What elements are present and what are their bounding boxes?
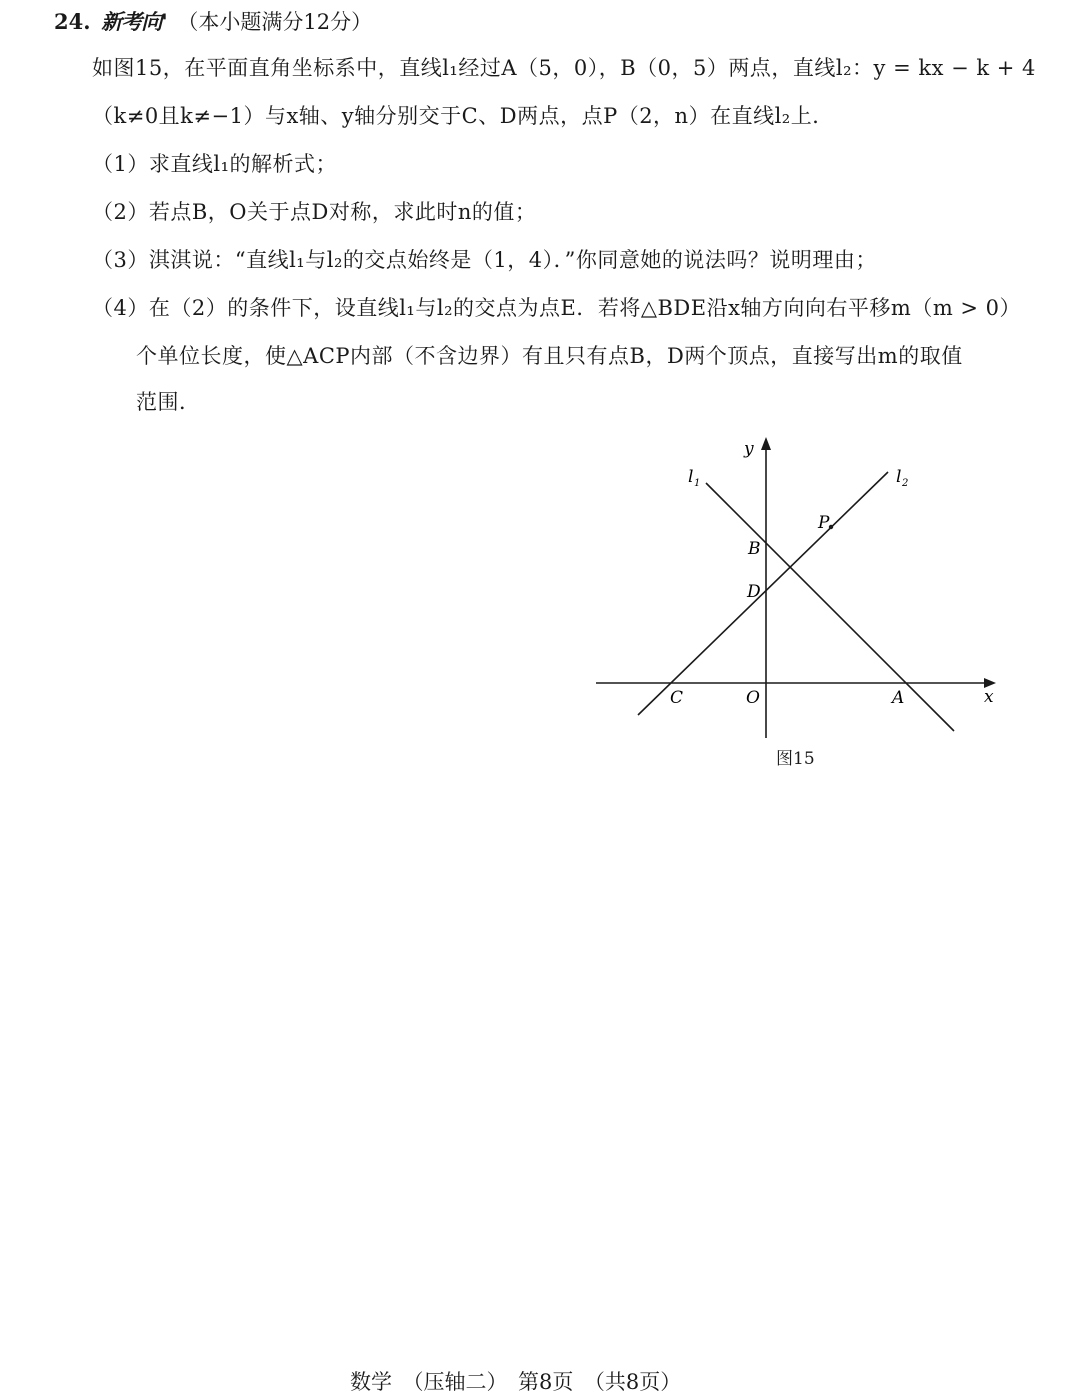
label-l1-sub: 1 [694,478,701,489]
subquestion-1: （1）求直线l₁的解析式； [92,152,337,176]
label-o: O [746,688,760,708]
subquestion-4-end: 范围． [136,390,201,414]
label-l2: l [896,467,902,487]
problem-line-1: 如图15，在平面直角坐标系中，直线l₁经过A（5，0），B（0，5）两点，直线l₂：y = kx − k + 4 [92,56,1036,80]
label-l2-sub: 2 [902,478,909,489]
label-y: y [744,439,754,459]
label-p: P [818,513,830,533]
score-note: （本小题满分12分） [177,10,373,34]
line-l1 [706,483,954,731]
subquestion-3: （3）淇淇说：“直线l₁与l₂的交点始终是（1，4）．”你同意她的说法吗？说明理由； [92,248,877,272]
problem-line-2: （k≠0且k≠−1）与x轴、y轴分别交于C、D两点，点P（2，n）在直线l₂上． [92,104,834,128]
point-p-dot [829,525,833,529]
figure-caption: 图15 [776,749,815,769]
question-number: 24. [54,9,91,34]
subquestion-4-cont: 个单位长度，使△ACP内部（不含边界）有且只有点B，D两个顶点，直接写出m的取值 [136,344,963,368]
label-d: D [747,582,761,602]
label-b: B [748,539,761,559]
label-x: x [984,687,994,707]
label-c: C [670,688,684,708]
y-axis-arrow [761,437,771,450]
new-direction-stamp: 新考向' [101,9,167,34]
page-footer: 数学 （压轴二） 第8页 （共8页） [350,1370,682,1394]
label-a: A [892,688,905,708]
line-l2 [638,472,888,715]
label-l1: l [688,467,694,487]
subquestion-4: （4）在（2）的条件下，设直线l₁与l₂的交点为点E．若将△BDE沿x轴方向向右平移m（m > 0） [92,296,1022,320]
subquestion-2: （2）若点B，O关于点D对称，求此时n的值； [92,200,537,224]
